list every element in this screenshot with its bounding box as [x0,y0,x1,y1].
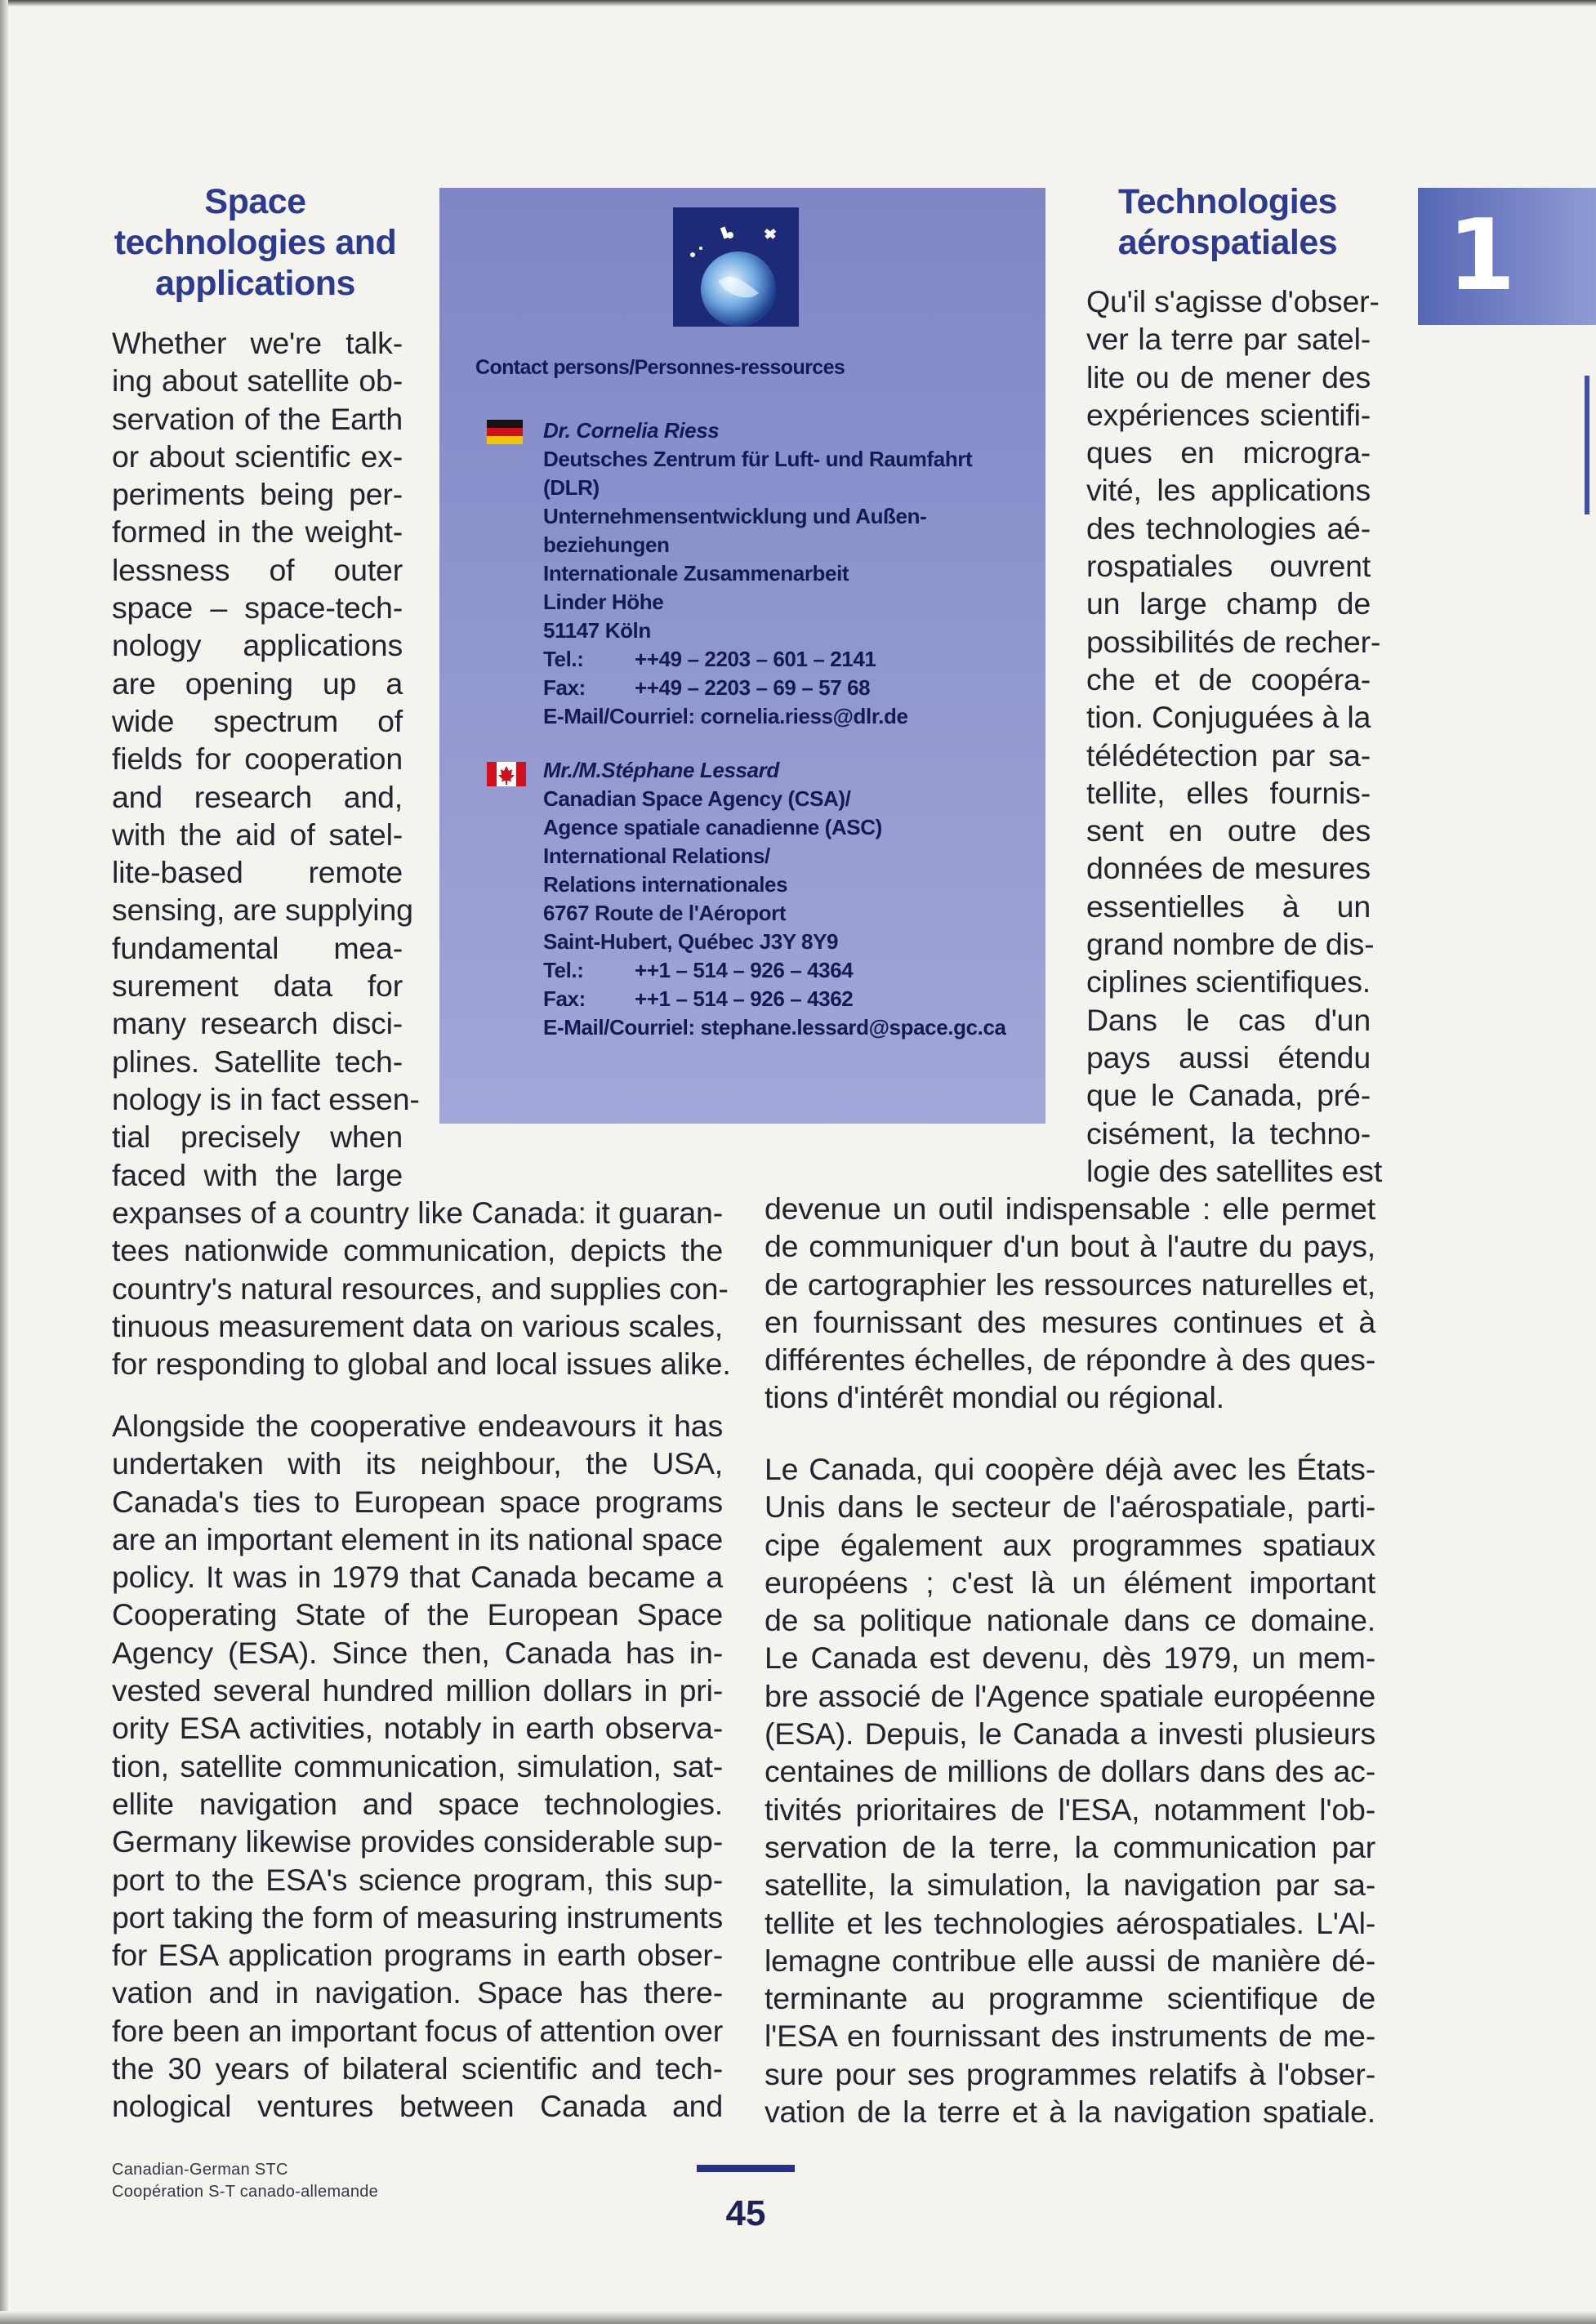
scan-edge-top [0,0,1596,7]
text-line: sent en outre des [1086,813,1371,848]
contact-name: Dr. Cornelia Riess [543,418,720,443]
text-line: de sa politique nationale dans ce domaine. [765,1603,1375,1638]
english-heading-line: Space [204,182,306,221]
text-line: (ESA). Depuis, le Canada a investi plusieurs [765,1716,1375,1752]
tel-value: ++1 – 514 – 926 – 4364 [635,958,854,982]
english-paragraph-2 [112,1407,723,2126]
text-line: and research and, [112,779,403,814]
text-line: ciplines scientifiques. [1086,964,1371,999]
text-line: Cooperating State of the European Space [112,1597,723,1632]
text-line: l'ESA en fournissant des instruments de me- [765,2019,1375,2054]
text-line: cisément, la techno- [1086,1115,1371,1151]
text-line: grand nombre de dis- [1086,927,1375,962]
fax-label: Fax: [543,675,586,700]
chapter-number: 1 [1447,199,1516,313]
text-line: servation de la terre, la communication par [765,1829,1375,1864]
text-line: sure pour ses programmes relatifs à l'obser- [765,2056,1375,2091]
text-line: de communiquer d'un bout à l'autre du pays, [765,1229,1375,1264]
footer-line-fr: Coopération S-T canado-allemande [112,2183,379,2201]
text-line: tinuous measurement data on various scales, [112,1308,723,1343]
tel-label: Tel.: [543,958,584,982]
text-line: undertaken with its neighbour, the USA, [112,1446,723,1481]
french-heading-line: aérospatiales [1117,223,1338,262]
text-line: que le Canada, pré- [1086,1078,1371,1113]
scan-edge-left [0,0,8,2324]
text-line: en fournissant des mesures continues et à [765,1304,1375,1339]
text-line: possibilités de recher- [1086,624,1381,659]
contact-line: Agence spatiale canadienne (ASC) [543,815,882,839]
contact-line: Canadian Space Agency (CSA)/ [543,786,851,811]
contact-fax [543,985,1006,1013]
tel-label: Tel.: [543,647,584,671]
text-line: nology is in fact essen- [112,1081,420,1116]
text-line: vité, les applications [1086,473,1371,508]
text-line: satellite, la simulation, la navigation par sa- [765,1868,1375,1903]
contact-tel [543,956,1006,985]
french-intro-narrow [1086,283,1383,1190]
text-line: surement data for [112,968,403,1004]
text-line: lessness of outer [112,552,403,587]
contact-person-dlr [543,416,972,731]
text-line: Qu'il s'agisse d'obser- [1086,284,1380,318]
text-line: periments being per- [112,477,403,512]
chapter-tab [1418,188,1596,325]
margin-rule [1585,376,1589,514]
text-line: pays aussi étendu [1086,1040,1371,1075]
fax-label: Fax: [543,986,586,1011]
text-line: fundamental mea- [112,930,403,965]
footer-line-en: Canadian-German STC [112,2161,288,2179]
text-line: fore been an important focus of attention over [112,2013,723,2048]
globe-icon [673,207,799,327]
text-line: lite-based remote [112,855,403,890]
text-line: faced with the large [112,1157,403,1192]
text-line: des technologies aé- [1086,510,1371,545]
text-line: un large champ de [1086,586,1371,621]
text-line: expériences scientifi- [1086,397,1371,432]
text-line: rospatiales ouvrent [1086,549,1371,584]
english-paragraph [112,1194,731,1382]
contact-line: 51147 Köln [543,618,651,643]
contact-line: Linder Höhe [543,590,664,614]
text-line: télédétection par sa- [1086,737,1371,772]
contact-line: (DLR) [543,475,600,500]
text-line: tion, satellite communication, simulation, sat- [112,1748,723,1783]
text-line: or about scientific ex- [112,439,403,474]
text-line: vation and in navigation. Space has there- [112,1975,723,2010]
text-line: Le Canada est devenu, dès 1979, un mem- [765,1641,1375,1676]
contact-name: Mr./M.Stéphane Lessard [543,758,779,782]
contact-fax [543,674,972,702]
contact-box [439,188,1045,1124]
french-paragraph [1086,283,1383,1190]
contact-line: 6767 Route de l'Aéroport [543,901,787,925]
text-line: bre associé de l'Agence spatiale européenne [765,1678,1375,1713]
contact-line: Unternehmensentwicklung und Außen- [543,504,927,528]
french-paragraph-2 [765,1450,1375,2130]
fax-value: ++1 – 514 – 926 – 4362 [635,986,854,1011]
english-heading-line: applications [155,264,355,303]
globe-satellite-logo [673,207,799,327]
text-line: for responding to global and local issues alike. [112,1347,731,1382]
text-line: devenue un outil indispensable : elle permet [765,1191,1375,1226]
text-line: space – space-tech- [112,590,403,626]
text-line: vested several hundred million dollars in pri- [112,1673,723,1708]
text-line: wide spectrum of [112,703,403,738]
text-line: tees nationwide communication, depicts the [112,1233,723,1268]
text-line: tial precisely when [112,1120,403,1155]
text-line: nological ventures between Canada and [112,2089,723,2124]
french-heading-line: Technologies [1118,182,1337,221]
contact-email[interactable]: E-Mail/Courriel: cornelia.riess@dlr.de [543,704,908,728]
text-line: Agency (ESA). Since then, Canada has in- [112,1635,723,1670]
text-line: Unis dans le secteur de l'aérospatiale, parti- [765,1489,1375,1525]
contact-line: beziehungen [543,532,670,557]
contact-line: International Relations/ [543,844,770,868]
french-paragraph [765,1450,1375,2130]
contact-email[interactable]: E-Mail/Courriel: stephane.lessard@space.gc.ca [543,1015,1006,1040]
text-line: Canada's ties to European space programs [112,1484,723,1519]
text-line: Whether we're talk- [112,326,403,360]
germany-flag-icon [487,420,523,444]
text-line: lemagne contribue elle aussi de manière dé- [765,1943,1375,1978]
text-line: for ESA application programs in earth obser- [112,1938,723,1973]
english-heading-line: technologies and [114,223,397,262]
english-intro-narrow [112,324,420,1194]
text-line: européens ; c'est là un élément important [765,1565,1375,1600]
text-line: are opening up a [112,666,403,701]
fax-value: ++49 – 2203 – 69 – 57 68 [635,675,871,700]
text-line: tivités prioritaires de l'ESA, notamment l'ob- [765,1792,1375,1827]
text-line: ellite navigation and space technologies. [112,1786,723,1821]
text-line: tellite, elles fournis- [1086,775,1371,810]
text-line: lite ou de mener des [1086,359,1371,394]
french-paragraph [765,1190,1375,1417]
text-line: Le Canada, qui coopère déjà avec les États- [765,1452,1375,1486]
text-line: ques en microgra- [1086,435,1371,470]
tel-value: ++49 – 2203 – 601 – 2141 [635,647,876,671]
text-line: with the aid of satel- [112,817,403,852]
text-line: logie des satellites est [1086,1153,1383,1188]
english-paragraph [112,1407,723,2126]
english-heading [90,181,421,304]
contact-tel [543,645,972,674]
contact-line: Internationale Zusammenarbeit [543,561,849,585]
text-line: are an important element in its national space [112,1521,723,1556]
text-line: ing about satellite ob- [112,363,403,398]
contact-line: Deutsches Zentrum für Luft- und Raumfahrt [543,447,973,471]
text-line: fields for cooperation [112,741,403,777]
scan-edge-bottom [0,2311,1596,2324]
text-line: terminante au programme scientifique de [765,1981,1375,2016]
text-line: formed in the weight- [112,514,403,550]
text-line: tion. Conjuguées à la [1086,700,1371,735]
english-paragraph [112,324,420,1194]
text-line: Germany likewise provides considerable sup- [112,1824,723,1859]
french-intro-wide [765,1190,1375,1417]
french-heading [1077,181,1379,263]
text-line: centaines de millions de dollars dans des ac- [765,1754,1375,1789]
canada-flag-icon [487,762,526,786]
text-line: Alongside the cooperative endeavours it has [112,1409,723,1443]
running-footer [112,2159,378,2203]
contact-line: Saint-Hubert, Québec J3Y 8Y9 [543,929,839,954]
text-line: policy. It was in 1979 that Canada became a [112,1560,723,1595]
text-line: port taking the form of measuring instruments [112,1899,723,1934]
text-line: de cartographier les ressources naturelles et, [765,1267,1375,1302]
text-line: port to the ESA's science program, this sup- [112,1862,723,1897]
contact-person-csa [543,756,1006,1042]
page-number-bar [697,2165,795,2172]
text-line: ority ESA activities, notably in earth observa- [112,1711,723,1746]
page-number: 45 [725,2193,766,2233]
text-line: Dans le cas d'un [1086,1002,1371,1037]
text-line: données de mesures [1086,851,1371,886]
text-line: essentielles à un [1086,888,1371,924]
text-line: vation de la terre et à la navigation spatiale. [765,2095,1375,2130]
text-line: nology applications [112,628,403,663]
text-line: tellite et les technologies aérospatiales. L'Al- [765,1905,1375,1940]
text-line: ver la terre par satel- [1086,322,1371,357]
text-line: country's natural resources, and supplies con- [112,1271,729,1306]
contact-line: Relations internationales [543,872,788,897]
contact-title: Contact persons/Personnes-ressources [475,356,845,379]
text-line: che et de coopéra- [1086,661,1371,697]
text-line: cipe également aux programmes spatiaux [765,1527,1375,1562]
text-line: the 30 years of bilateral scientific and tech- [112,2051,723,2086]
text-line: tions d'intérêt mondial ou régional. [765,1380,1224,1415]
text-line: many research disci- [112,1006,403,1041]
text-line: servation of the Earth [112,401,403,436]
text-line: sensing, are supplying [112,893,413,928]
text-line: différentes échelles, de répondre à des ques- [765,1342,1375,1378]
text-line: plines. Satellite tech- [112,1044,403,1079]
text-line: expanses of a country like Canada: it guaran- [112,1195,723,1230]
english-intro-wide [112,1194,731,1382]
